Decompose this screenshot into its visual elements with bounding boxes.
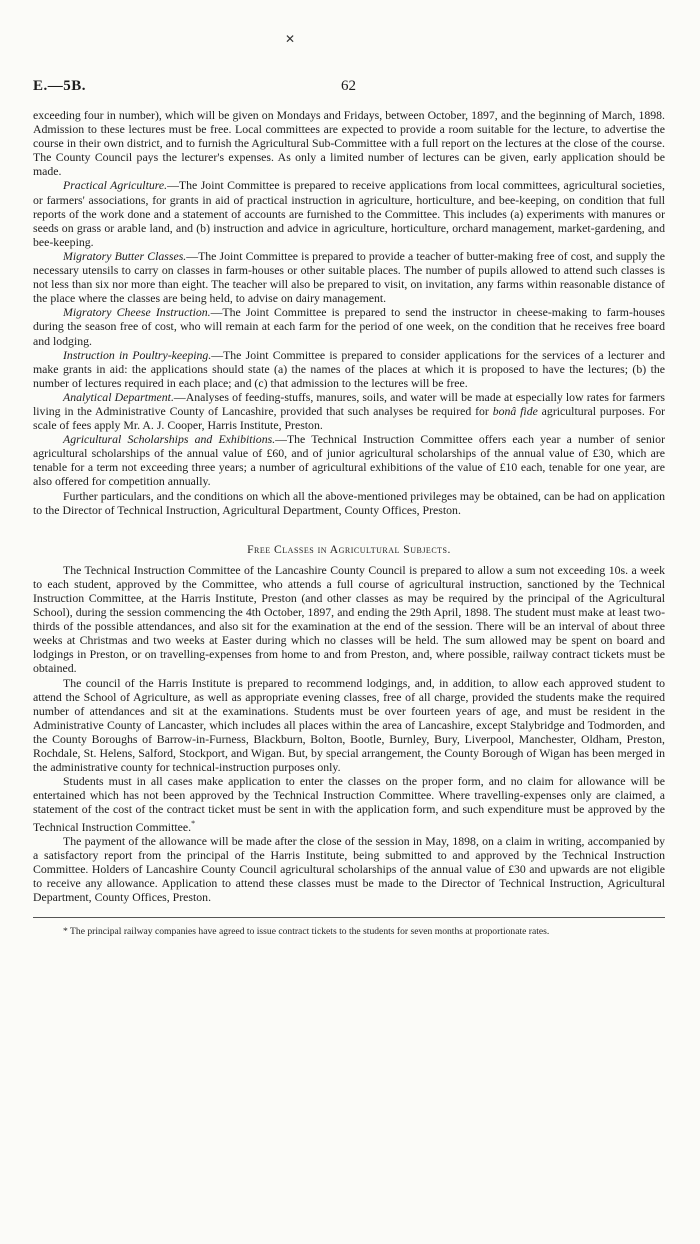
page-mark: ✕ [285,32,296,46]
footnote [33,926,665,938]
analytical-department-paragraph [33,390,665,432]
butter-classes-text: —The Joint Committee is prepared to provide a teacher of butter-making free of cost, and supply the necessary utensils to carry on classes in farm-houses or other suitable places. The number of pupils allowed to attend such classes is not less than six nor more than eight. The teacher will also be prepared to visit, on invitation, any farms within reasonable distance of the place where the classes are being held, to advise on dairy management. [33,248,665,306]
poultry-keeping-heading: Instruction in Poultry-keeping. [63,347,212,362]
practical-agriculture-text: —The Joint Committee is prepared to receive applications from local committees, agricultural societies, or farmers' associations, for grants in aid of practical instruction in agriculture, horticulture, and bee-keeping, on condition that full reports of the work done and a statement of accounts are furnished to the Committee. This includes (a) experiments with manures or seeds on grass or arable land, and (b) instruction and advice in agriculture, horticulture, orchard management, market-gardening, and bee-keeping. [33,178,665,249]
page-number: 62 [341,78,356,94]
page-reference: E.—5B. [33,78,87,94]
analytical-department-text-b: agricultural purposes. For scale of fees apply Mr. A. J. Cooper, Harris Institute, Preston. [33,403,666,433]
page-body [33,108,665,938]
analytical-department-text-a: —Analyses of feeding-stuffs, manures, soils, and water will be made at especially low rates for farmers living in the Administrative County of Lancashire, provided that such analyses be required for [33,389,666,418]
cheese-instruction-text: —The Joint Committee is prepared to send the instructor in cheese-making to farm-houses during the season free of cost, who will remain at each farm for the period of one week, on the condition that he receives free board and lodging. [33,305,665,348]
footnote-mark: * [63,925,71,937]
free-classes-paragraph-3-text: Students must in all cases make application to enter the classes on the proper form, and no claim for allowance will be entertained which has not been approved by the Technical Instruction Committee. Where travelling-expenses only are claimed, a statement of the cost of the contract ticket must be sent in with the application form, and such expenditure must be approved by the Technical Instruction Committee. [33,774,665,834]
scholarships-paragraph [33,432,665,488]
page-header [33,78,667,98]
cheese-instruction-paragraph [33,305,665,347]
butter-classes-paragraph [33,249,665,305]
scholarships-text: —The Technical Instruction Committee offers each year a number of senior agricultural scholarships of the annual value of £60, and of junior agricultural scholarships of the annual value of £30, which are tenable for a term not exceeding three years; a number of agricultural exhibitions of the value of £10 each, tenable for one year, are also offered for competition annually. [33,432,665,489]
butter-classes-heading: Migratory Butter Classes. [63,248,187,263]
free-classes-paragraph-2: The council of the Harris Institute is prepared to recommend lodgings, and, in addition, to allow each approved student to attend the School of Agriculture, as well as appropriate evening classes, free of all charge, provided the students make the required number of attendances and sit at the examinations. Students must be over fourteen years of age, and must be resident in the Administrative County of Lancaster, which includes all places within the area of Lancashire, except Stalybridge and Todmorden, and the County Boroughs of Barrow-in-Furness, Blackburn, Bolton, Bootle, Burnley, Bury, Liverpool, Manchester, Oldham, Preston, Rochdale, St. Helens, Salford, Stockport, and Wigan. But, by special arrangement, the County Borough of Wigan has been merged in the administrative county for technical-instruction purposes only. [33,675,665,775]
poultry-keeping-text: —The Joint Committee is prepared to consider applications for the services of a lecturer and make grants in aid: the applications should state (a) the names of the places at which it is proposed to have the lectures; (b) the number of lectures required in each place; and (c) that admission to the lectures will be free. [33,347,665,390]
footnote-text: The principal railway companies have agreed to issue contract tickets to the students for seven months at proportionate rates. [70,925,550,937]
analytical-department-heading: Analytical Department. [63,389,174,404]
practical-agriculture-paragraph [33,178,665,248]
free-classes-paragraph-1: The Technical Instruction Committee of the Lancashire County Council is prepared to allow a sum not exceeding 10s. a week to each student, approved by the Committee, who attends a full course of agricultural instruction, sanctioned by the Technical Instruction Committee, at the Harris Institute, Preston (and other classes as may be required by the principal of the Agricultural School), during the session commencing the 4th October, 1897, and ending the 29th April, 1898. The student must make at least two-thirds of the possible attendances, and also sit for the examination at the end of the session. There will be an interval of about three weeks at Christmas and two weeks at Easter during which no classes will be held. The sum allowed may be spent on board and lodgings in Preston, or on travelling-expenses from home to and from Preston, and, where possible, railway contract tickets must be obtained. [33,562,665,676]
free-classes-paragraph-3 [33,774,665,833]
intro-paragraph: exceeding four in number), which will be given on Mondays and Fridays, between October, 1897, and the beginning of March, 1898. Admission to these lectures must be free. Local committees are expected to provide a room suitable for the lecture, to advertise the course in their own district, and to furnish the Agricultural Sub-Committee with a full report on the lectures at the close of the course. The County Council pays the lecturer's expenses. As only a limited number of lectures can be given, early application should be made. [33,108,665,179]
free-classes-paragraph-4: The payment of the allowance will be made after the close of the session in May, 1898, on a claim in writing, accompanied by a satisfactory report from the principal of the Harris Institute, being submitted to and approved by the Technical Instruction Committee. Holders of Lancashire County Council agricultural scholarships of the annual value of £30 and upwards are not eligible to receive any allowance. Application to attend these classes must be made to the Director of Technical Instruction, Agricultural Department, County Offices, Preston. [33,833,665,904]
free-classes-title [33,543,665,557]
cheese-instruction-heading: Migratory Cheese Instruction. [63,305,211,320]
practical-agriculture-heading: Practical Agriculture. [63,178,168,193]
free-classes-title-text: Free Classes in Agricultural Subjects. [247,542,451,556]
bona-fide-term: bonâ fide [492,403,538,418]
scholarships-heading: Agricultural Scholarships and Exhibitions. [63,432,276,447]
footnote-divider [33,917,665,918]
poultry-keeping-paragraph [33,348,665,390]
footnote-reference-mark: * [191,818,196,828]
further-particulars-paragraph: Further particulars, and the conditions on which all the above-mentioned privileges may be obtained, can be had on application to the Director of Technical Instruction, Agricultural Department, County Offices, Preston. [33,488,665,517]
